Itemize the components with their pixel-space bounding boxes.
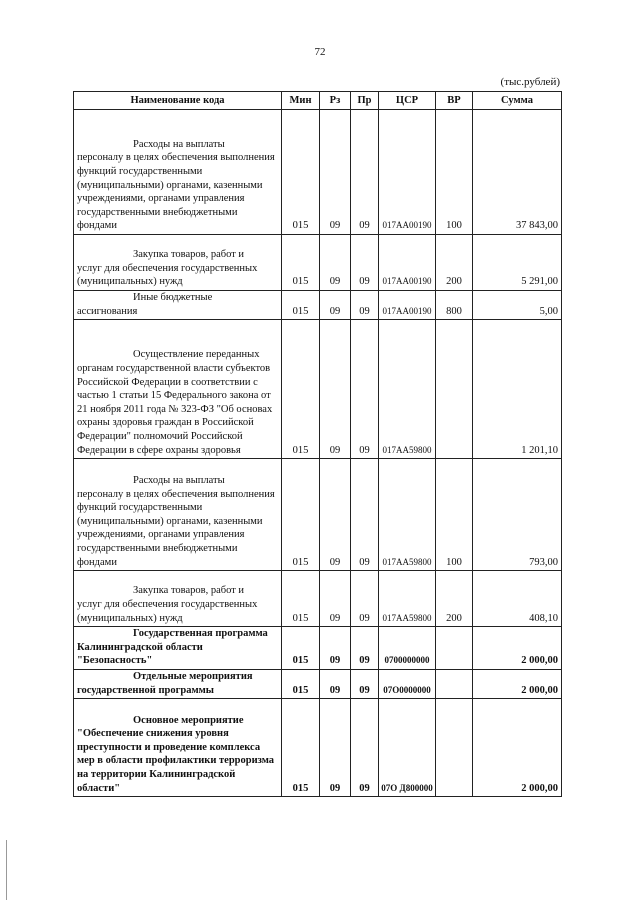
- row-sum: 5,00: [473, 291, 562, 320]
- header-sum: Сумма: [473, 92, 562, 110]
- row-pr: 09: [351, 235, 379, 291]
- row-vr: 100: [436, 459, 473, 571]
- table-header-row: [74, 92, 562, 110]
- table-row: [74, 291, 562, 320]
- row-pr: 09: [351, 110, 379, 235]
- row-min: 015: [282, 320, 320, 459]
- row-pr: 09: [351, 627, 379, 670]
- row-csr: 017АА00190: [379, 110, 436, 235]
- row-rz: 09: [320, 699, 351, 797]
- header-csr: ЦСР: [379, 92, 436, 110]
- row-name: Расходы на выплаты персоналу в целях обеспечения выполнения функций государственными (муниципальными) органами, казенными учреждениями, органами управления государственными внебюджетными фондами: [74, 459, 282, 571]
- row-rz: 09: [320, 669, 351, 698]
- row-vr: [436, 320, 473, 459]
- row-rz: 09: [320, 627, 351, 670]
- row-min: 015: [282, 669, 320, 698]
- header-pr: Пр: [351, 92, 379, 110]
- row-min: 015: [282, 235, 320, 291]
- row-csr: 017АА00190: [379, 235, 436, 291]
- row-name: Основное мероприятие "Обеспечение снижения уровня преступности и проведение комплекса мер в области профилактики терроризма на территории Калининградской области": [74, 699, 282, 797]
- row-sum: 2 000,00: [473, 627, 562, 670]
- row-name: Закупка товаров, работ и услуг для обеспечения государственных (муниципальных) нужд: [74, 235, 282, 291]
- row-vr: [436, 627, 473, 670]
- row-pr: 09: [351, 459, 379, 571]
- table-row: [74, 669, 562, 698]
- row-min: 015: [282, 459, 320, 571]
- row-name: Закупка товаров, работ и услуг для обеспечения государственных (муниципальных) нужд: [74, 571, 282, 627]
- row-pr: 09: [351, 669, 379, 698]
- row-rz: 09: [320, 291, 351, 320]
- table-row: [74, 571, 562, 627]
- row-name: Осуществление переданных органам государственной власти субъектов Российской Федерации в соответствии с частью 1 статьи 15 Федерального закона от 21 ноября 2011 года № 323-ФЗ "Об основах охраны здоровья граждан в Российской Федерации" полномочий Российской Федерации в сфере охраны здоровья: [74, 320, 282, 459]
- table-row: [74, 235, 562, 291]
- table-row: [74, 627, 562, 670]
- row-rz: 09: [320, 235, 351, 291]
- row-rz: 09: [320, 320, 351, 459]
- row-min: 015: [282, 291, 320, 320]
- row-rz: 09: [320, 110, 351, 235]
- row-min: 015: [282, 627, 320, 670]
- row-rz: 09: [320, 459, 351, 571]
- row-min: 015: [282, 571, 320, 627]
- row-csr: 0700000000: [379, 627, 436, 670]
- row-csr: 017АА59800: [379, 320, 436, 459]
- table-row: [74, 320, 562, 459]
- header-name: Наименование кода: [74, 92, 282, 110]
- table-row: [74, 459, 562, 571]
- row-min: 015: [282, 699, 320, 797]
- row-csr: 017АА59800: [379, 571, 436, 627]
- scan-edge-mark: [6, 840, 7, 900]
- row-vr: 200: [436, 571, 473, 627]
- row-sum: 1 201,10: [473, 320, 562, 459]
- page-number: 72: [314, 46, 326, 58]
- row-vr: 100: [436, 110, 473, 235]
- row-sum: 2 000,00: [473, 699, 562, 797]
- table-row: [74, 110, 562, 235]
- table-row: [74, 699, 562, 797]
- row-csr: 017АА00190: [379, 291, 436, 320]
- header-min: Мин: [282, 92, 320, 110]
- header-vr: ВР: [436, 92, 473, 110]
- row-pr: 09: [351, 571, 379, 627]
- row-name: Расходы на выплаты персоналу в целях обеспечения выполнения функций государственными (муниципальными) органами, казенными учреждениями, органами управления государственными внебюджетными фондами: [74, 110, 282, 235]
- budget-table: [73, 91, 562, 797]
- row-min: 015: [282, 110, 320, 235]
- row-pr: 09: [351, 291, 379, 320]
- row-name: Отдельные мероприятия государственной программы: [74, 669, 282, 698]
- row-sum: 408,10: [473, 571, 562, 627]
- row-csr: 017АА59800: [379, 459, 436, 571]
- row-name: Иные бюджетные ассигнования: [74, 291, 282, 320]
- row-vr: [436, 669, 473, 698]
- row-rz: 09: [320, 571, 351, 627]
- row-vr: 200: [436, 235, 473, 291]
- row-vr: [436, 699, 473, 797]
- units-label: (тыс.рублей): [500, 76, 560, 88]
- row-name: Государственная программа Калининградской области "Безопасность": [74, 627, 282, 670]
- header-rz: Рз: [320, 92, 351, 110]
- row-sum: 793,00: [473, 459, 562, 571]
- row-vr: 800: [436, 291, 473, 320]
- row-sum: 37 843,00: [473, 110, 562, 235]
- row-csr: 07О Д800000: [379, 699, 436, 797]
- row-pr: 09: [351, 320, 379, 459]
- row-sum: 2 000,00: [473, 669, 562, 698]
- row-pr: 09: [351, 699, 379, 797]
- row-csr: 07О0000000: [379, 669, 436, 698]
- row-sum: 5 291,00: [473, 235, 562, 291]
